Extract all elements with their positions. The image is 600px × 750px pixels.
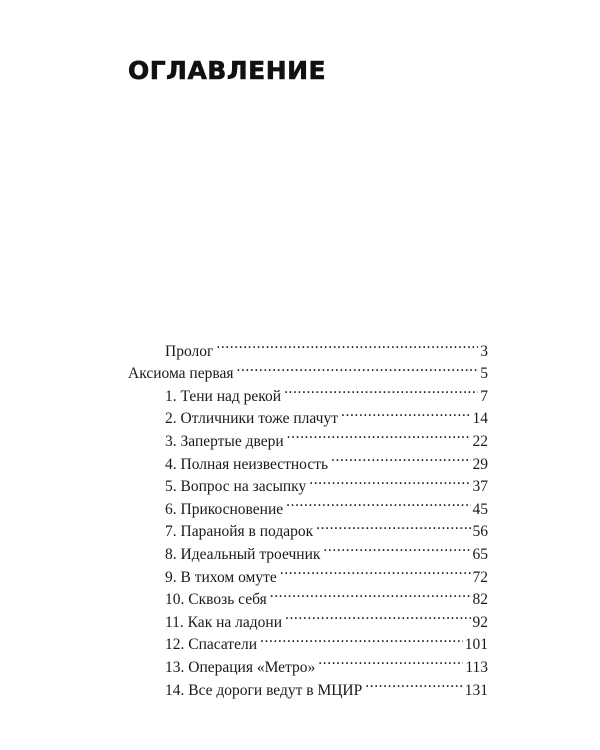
dot-leader xyxy=(323,536,470,559)
toc-entry-title: 2. Отличники тоже плачут xyxy=(165,410,338,428)
toc-entry-title: 8. Идеальный троечник xyxy=(165,545,321,563)
page-title: ОГЛАВЛЕНИЕ xyxy=(128,56,327,85)
dot-leader xyxy=(285,604,471,627)
dot-leader xyxy=(341,401,471,424)
toc-entry-title: 4. Полная неизвестность xyxy=(165,455,329,473)
toc-entry-page-number: 113 xyxy=(465,658,488,676)
toc-entry-page-number: 3 xyxy=(480,342,488,360)
dot-leader xyxy=(270,582,471,605)
dot-leader xyxy=(331,446,470,469)
toc-entry-title: 5. Вопрос на засыпку xyxy=(165,478,307,496)
dot-leader xyxy=(287,423,471,446)
toc-entry-prologue[interactable] xyxy=(128,333,488,360)
toc-entry-title: 11. Как на ладони xyxy=(165,613,282,631)
dot-leader xyxy=(280,559,471,582)
toc-entry-title: 12. Спасатели xyxy=(165,636,257,654)
toc-entry-page-number: 101 xyxy=(464,636,488,654)
toc-entry-title: 10. Сквозь себя xyxy=(165,591,267,609)
toc-entry-page-number: 72 xyxy=(472,568,488,586)
toc-entry-page-number: 65 xyxy=(472,545,488,563)
toc-entry-page-number: 29 xyxy=(472,455,488,473)
toc-entry-page-number: 45 xyxy=(472,500,488,518)
toc-entry-title: 14. Все дороги ведут в МЦИР xyxy=(165,681,363,699)
toc-entry-title: 1. Тени над рекой xyxy=(165,387,282,405)
table-of-contents xyxy=(128,333,488,699)
dot-leader xyxy=(365,672,463,695)
toc-entry-page-number: 22 xyxy=(472,432,488,450)
dot-leader xyxy=(309,469,470,492)
dot-leader xyxy=(260,627,463,650)
toc-entry-page-number: 82 xyxy=(472,591,488,609)
toc-entry-title: 3. Запертые двери xyxy=(165,432,284,450)
toc-entry-title: Аксиома первая xyxy=(128,365,234,383)
toc-entry-title: 9. В тихом омуте xyxy=(165,568,277,586)
toc-entry-title: 7. Паранойя в подарок xyxy=(165,523,314,541)
dot-leader xyxy=(318,649,463,672)
toc-entry-page-number: 5 xyxy=(480,365,488,383)
toc-entry-title: 13. Операция «Метро» xyxy=(165,658,316,676)
dot-leader xyxy=(216,333,478,356)
toc-entry-page-number: 7 xyxy=(480,387,488,405)
toc-entry-title: 6. Прикосновение xyxy=(165,500,284,518)
dot-leader xyxy=(316,514,470,537)
dot-leader xyxy=(286,491,470,514)
toc-entry-page-number: 56 xyxy=(472,523,488,541)
toc-entry-page-number: 14 xyxy=(472,410,488,428)
dot-leader xyxy=(284,378,478,401)
toc-entry-page-number: 92 xyxy=(472,613,488,631)
toc-entry-page-number: 131 xyxy=(464,681,488,699)
toc-entry-page-number: 37 xyxy=(472,478,488,496)
toc-entry-title: Пролог xyxy=(165,342,214,360)
dot-leader xyxy=(236,356,478,379)
